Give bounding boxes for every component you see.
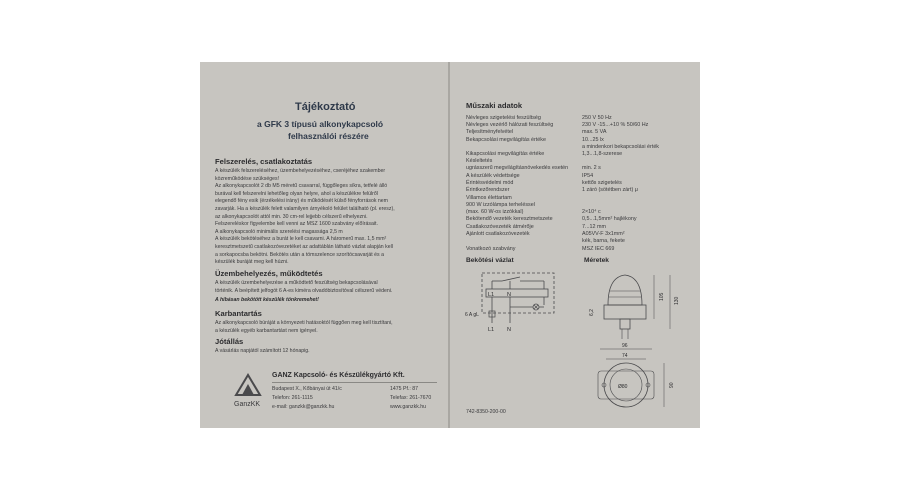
tech-row-label: Villamos élettartam [466,194,512,201]
subtitle-line-2: felhasználói részére [288,131,369,141]
tech-row-label: Névleges vezérlő hálózati feszültség [466,122,554,129]
text-line: burával kell felszerelni lehetőleg olyan helyre, ahol a készülékre felülről [215,190,378,197]
tech-row-value: MSZ IEC 669 [582,245,615,252]
text-line: A készülék felszereléséhez, üzembehelyezéséhez, cseréjéhez szakember [215,168,386,174]
wiring-heading: Bekötési vázlat [466,257,514,264]
tech-row-label: Érintkezőrendszer [466,187,510,194]
tech-row-label: Bekötendő vezeték keresztmetszete [466,216,553,223]
tech-row-value: min. 2 s [582,165,601,172]
company-phone: Telefon: 261-1115 [272,395,313,401]
wiring-label-l1: L1 [488,292,495,298]
company-web: www.ganzkk.hu [390,404,427,410]
tech-row-value: a mindenkori bekapcsolási érték [582,143,660,150]
page-title: Tájékoztató [295,101,356,113]
tech-row-value: 2×10⁴ c [582,209,601,216]
wiring-diagram [462,267,574,339]
logo-text: GanzKK [234,401,261,408]
tech-row-value: 1,3...1,8-szerese [582,151,623,157]
warning-text: A hibásan bekötött készülék tönkremehet! [215,297,319,303]
tech-row-value: 1 záró (sötétben zárt) μ [582,187,638,194]
install-heading: Felszerelés, csatlakoztatás [215,157,313,166]
company-pobox: 1475 Pf.: 87 [390,386,418,392]
tech-row-label: Vonatkozó szabvány [466,245,516,252]
dim-diameter: Ø80 [618,384,628,390]
maintenance-heading: Karbantartás [215,309,262,318]
tech-row-value: 230 V -15...+10 % 50/60 Hz [582,122,649,129]
dim-130: 130 [674,296,680,305]
tech-row-label: (max. 60 W-os izzókkal) [466,209,524,216]
tech-row-label: ugrásszerű megvilágításnövekedés esetén [466,165,569,172]
text-line: elegendő fény esik (érzékelési irány) és működését külső fényforrások nem [215,198,389,205]
instruction-sheet [200,62,700,428]
tech-data-heading: Műszaki adatok [466,101,523,110]
company-address: Budapest X., Kőbányai út 41/c [272,386,342,392]
doc-number: 742-8350-200-00 [466,409,506,415]
tech-row-label: Bekapcsolási megvilágítás értéke [466,136,547,143]
wiring-label-fuse: 6 A gL [465,312,479,318]
tech-row-value: kék, barna, fekete [582,238,625,245]
tech-row-value: 250 V 50 Hz [582,115,612,121]
wiring-label-l1-bottom: L1 [488,327,495,333]
wiring-label-n-bottom: N [507,327,511,333]
tech-row-value: A05VV-F 3x1mm² [582,231,625,237]
dimension-drawing [580,267,695,412]
tech-row-label: Teljesítményfelvétel [466,129,514,136]
company-divider [272,382,437,383]
tech-row-value: max. 5 VA [582,129,607,136]
tech-row-label: Névleges szigetelési feszültség [466,115,541,121]
text-line: A készülék üzembehelyezése a működtető feszültség bekapcsolásával [215,280,378,286]
warranty-heading: Jótállás [215,337,244,346]
tech-row-label: Késleltetés [466,158,493,164]
tech-row-label: A készülék védettsége [466,172,520,179]
text-line: Az alkonykapcsolót 2 db M5 méretű csavarral, függőleges síkra, tetfelé álló [215,183,388,190]
text-line: a sorkapocsba bekötni. Bekötés után a tömszelence szorítócsavarját és a [215,251,384,258]
text-line: készülék buráját meg kell húzni. [215,259,289,266]
company-email: e-mail: ganzkk@ganzkk.hu [272,404,335,410]
text-line: az alkonykapcsolót attól min. 30 cm-rel lejjebb célszerű elhelyezni. [215,213,368,220]
dim-90: 90 [669,382,675,388]
tech-row-label: 900 W izzólámpa terheléssel [466,201,535,208]
tech-row-value: IP54 [582,172,594,179]
text-line: keresztmetszetű csatlakozóvezetéket az adattáblán látható vázlat alapján kell [215,244,393,250]
page-fold [448,62,450,428]
operation-heading: Üzembehelyezés, működtetés [215,269,323,278]
tech-row-label: Érintésvédelmi mód [466,179,514,186]
text-line: A alkonykapcsoló minimális szerelési magassága 2,5 m [215,228,343,235]
tech-row-label: Csatlakozóvezeték átmérője [466,223,534,230]
ganz-logo-icon [233,369,263,409]
wiring-label-n: N [507,292,511,298]
dim-96: 96 [622,343,628,349]
tech-row-value: 7...12 mm [582,223,606,230]
text-line: A vásárlás napjától számított 12 hónapig. [215,348,310,354]
dim-74: 74 [622,353,628,359]
tech-row-label: Ajánlott csatlakozóvezeték [466,231,530,237]
text-line: közreműködése szükséges! [215,175,280,182]
text-line: a készülék egyéb karbantartást nem igényel. [215,327,318,334]
text-line: zavarják. Ha a készülék felett valamilyen árnyékoló felület található (pl. eresz), [215,206,395,212]
dims-heading: Méretek [584,257,609,264]
dim-62: 6,2 [589,309,595,316]
text-line: A készülék bekötéséhez a burát le kell csavarni. A háromerű max. 1,5 mm² [215,236,387,243]
tech-row-label: Kikapcsolási megvilágítás értéke [466,151,545,157]
subtitle-line-1: a GFK 3 típusú alkonykapcsoló [257,119,384,129]
tech-row-value: kettős szigetelés [582,179,622,186]
tech-row-value: 10...25 lx [582,136,604,143]
text-line: Az alkonykapcsoló búráját a környezeti hatásoktól függően meg kell tisztítani, [215,320,393,326]
company-fax: Telefax: 261-7670 [390,395,432,401]
company-name: GANZ Kapcsoló- és Készülékgyártó Kft. [272,372,405,379]
text-line: történik. A beépített jelfogót 6 A-es kiméra olvadóbiztosítóval célszerű védeni. [215,287,393,294]
text-line: Felszereléskor figyelembe kell venni az MSZ 1600 szabvány előírásait. [215,221,378,228]
dim-105: 105 [659,292,665,301]
tech-row-value: 0,5...1,5mm² hajlékony [582,216,637,223]
